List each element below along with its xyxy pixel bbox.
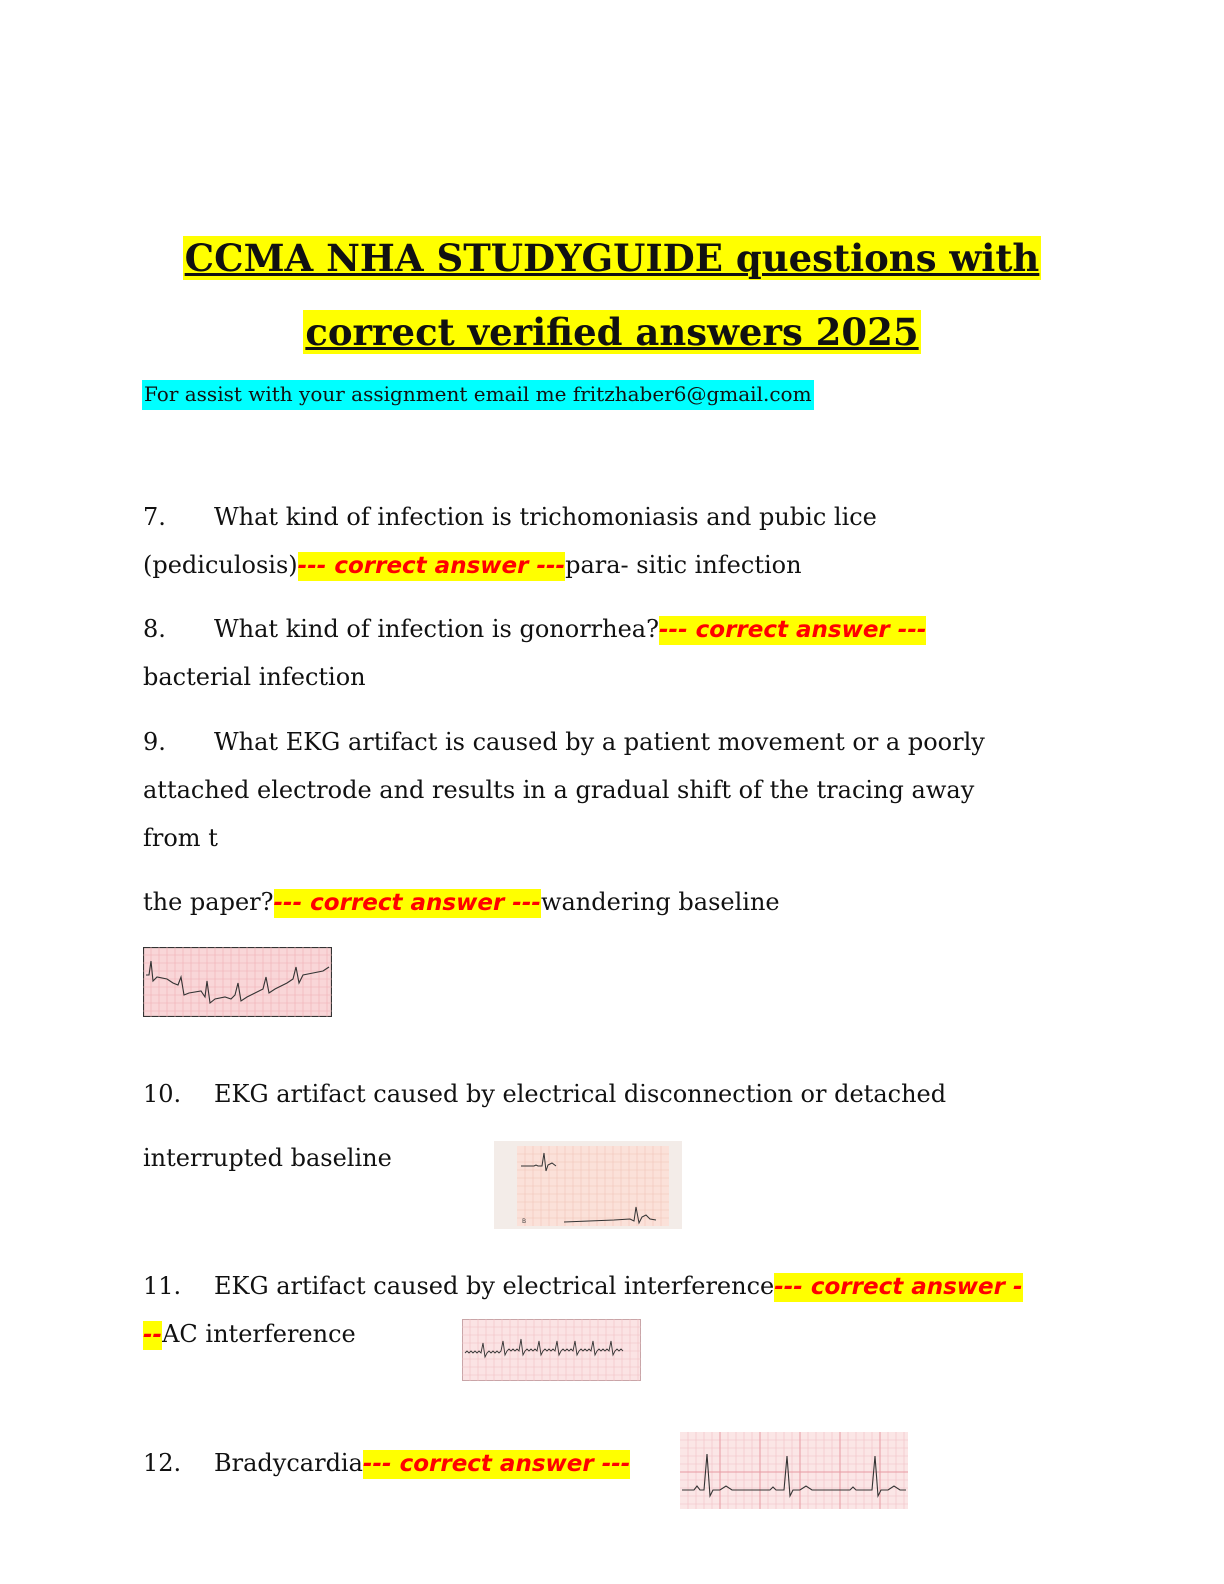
q12-number: 12. bbox=[143, 1449, 182, 1477]
bradycardia-ekg bbox=[680, 1432, 908, 1509]
q9-number: 9. bbox=[143, 728, 166, 756]
q8-answer: bacterial infection bbox=[143, 663, 366, 691]
correct-answer-marker: --- correct answer - bbox=[774, 1274, 1023, 1300]
title-line-2: correct verified answers 2025 bbox=[305, 310, 919, 354]
q11-answer: AC interference bbox=[162, 1320, 356, 1348]
q7-number: 7. bbox=[143, 503, 166, 531]
q7-line-2 bbox=[143, 550, 802, 581]
q12-line-1 bbox=[143, 1448, 630, 1479]
svg-text:B: B bbox=[522, 1218, 527, 1225]
wandering-baseline-ekg bbox=[143, 947, 332, 1017]
correct-answer-marker: --- correct answer --- bbox=[658, 617, 927, 643]
q10-line-1 bbox=[143, 1079, 946, 1109]
q7-question-cont: (pediculosis) bbox=[143, 551, 298, 579]
q9-line-1 bbox=[143, 727, 985, 757]
q11-question: EKG artifact caused by electrical interference bbox=[214, 1272, 775, 1300]
q9-question-cont: the paper? bbox=[143, 888, 274, 916]
q10-number: 10. bbox=[143, 1080, 182, 1108]
title-line-1: CCMA NHA STUDYGUIDE questions with bbox=[184, 236, 1040, 280]
q10-question: EKG artifact caused by electrical disconnection or detached bbox=[214, 1080, 947, 1108]
correct-answer-marker: --- correct answer --- bbox=[362, 1451, 631, 1477]
q12-question: Bradycardia bbox=[214, 1449, 363, 1477]
correct-answer-marker: --- correct answer --- bbox=[273, 890, 541, 916]
interrupted-baseline-ekg bbox=[494, 1141, 682, 1229]
q7-question: What kind of infection is trichomoniasis and pubic lice bbox=[214, 503, 877, 531]
q11-line-1 bbox=[143, 1271, 1023, 1302]
q8-number: 8. bbox=[143, 615, 166, 643]
q9-line-3: from t bbox=[143, 824, 218, 852]
q9-answer: wandering baseline bbox=[540, 888, 780, 916]
q11-number: 11. bbox=[143, 1272, 182, 1300]
q11-line-2 bbox=[143, 1319, 356, 1350]
q9-line-2: attached electrode and results in a gradual shift of the tracing away bbox=[143, 776, 975, 804]
q7-line-1 bbox=[143, 502, 877, 532]
assist-banner: For assist with your assignment email me fritzhaber6@gmail.com bbox=[142, 382, 814, 406]
q9-question: What EKG artifact is caused by a patient movement or a poorly bbox=[214, 728, 985, 756]
correct-answer-marker: --- correct answer --- bbox=[297, 553, 566, 579]
correct-answer-marker-cont: -- bbox=[143, 1322, 163, 1348]
q7-answer: para- sitic infection bbox=[565, 551, 802, 579]
q8-question: What kind of infection is gonorrhea? bbox=[214, 615, 659, 643]
q9-line-4 bbox=[143, 887, 780, 918]
q10-answer: interrupted baseline bbox=[143, 1144, 392, 1172]
q8-line-1 bbox=[143, 614, 926, 645]
ac-interference-ekg bbox=[462, 1319, 641, 1381]
